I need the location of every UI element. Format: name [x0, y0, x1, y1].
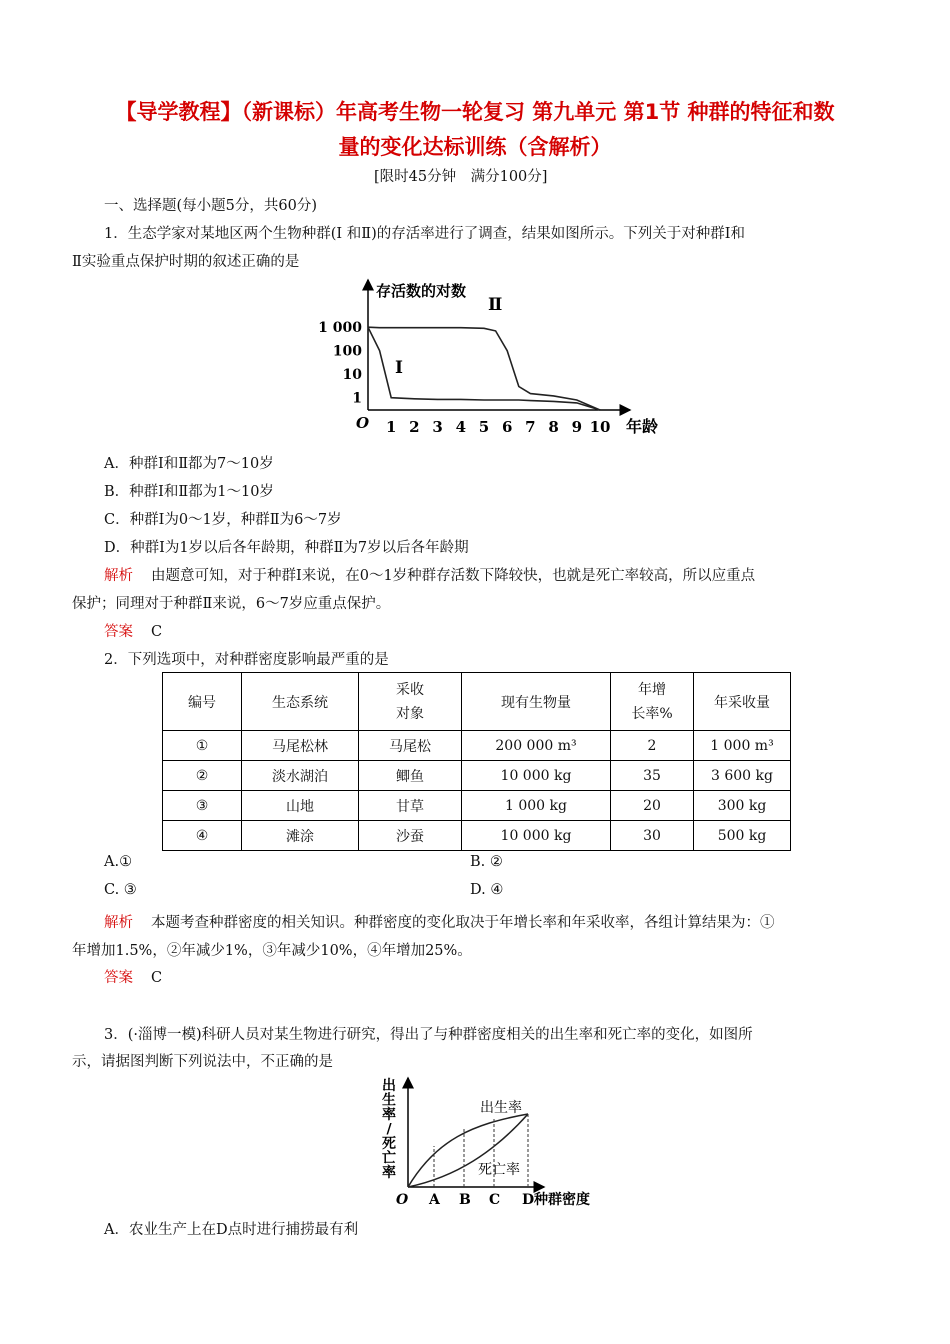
q2-stem: 2．下列选项中，对种群密度影响最严重的是	[104, 652, 389, 668]
q2-answer-value: C	[151, 970, 163, 986]
q1-answer	[104, 620, 162, 641]
table-cell: 300 kg	[694, 791, 791, 821]
chart1-x-tick: 5	[478, 418, 490, 436]
table-cell: 马尾松	[359, 731, 462, 761]
table-cell: ③	[163, 791, 242, 821]
q1-analysis-line2: 保护；同理对于种群Ⅱ来说，6～7岁应重点保护。	[72, 596, 391, 612]
q2-option-a: A.①	[104, 854, 133, 870]
document-title-line1: 【导学教程】（新课标）年高考生物一轮复习 第九单元 第1节 种群的特征和数	[115, 100, 835, 124]
chart1-x-tick: 1	[385, 418, 397, 436]
q3-option-a: A．农业生产上在D点时进行捕捞最有利	[104, 1222, 359, 1238]
chart2-x-label: 种群密度	[534, 1192, 590, 1208]
q1-answer-value: C	[151, 624, 163, 640]
table-cell: 1 000 m³	[694, 731, 791, 761]
table-cell: 1 000 kg	[462, 791, 611, 821]
chart2-tick-d: D	[522, 1192, 535, 1208]
table-cell: 35	[611, 761, 694, 791]
chart1-x-tick: 4	[455, 418, 467, 436]
table-cell: 鲫鱼	[359, 761, 462, 791]
table-cell: 山地	[242, 791, 359, 821]
q2-analysis-label: 解析	[104, 915, 133, 931]
q2-option-d: D. ④	[470, 882, 504, 898]
table-cell: 20	[611, 791, 694, 821]
q2-answer-label: 答案	[104, 970, 133, 986]
q2-answer	[104, 966, 162, 987]
q1-answer-label: 答案	[104, 624, 133, 640]
chart1-x-tick: 3	[432, 418, 443, 436]
table-cell: 淡水湖泊	[242, 761, 359, 791]
table-cell: 500 kg	[694, 821, 791, 851]
chart2-tick-b: B	[459, 1192, 471, 1208]
chart2-y-label	[382, 1078, 396, 1181]
chart2-y-label-char: 出	[382, 1078, 396, 1094]
table-header-row	[163, 673, 791, 731]
death-rate-label: 死亡率	[478, 1162, 520, 1178]
table-row	[163, 821, 791, 851]
q3-stem-line2: 示，请据图判断下列说法中，不正确的是	[72, 1054, 333, 1070]
table-cell: ④	[163, 821, 242, 851]
q1-analysis-label: 解析	[104, 568, 133, 584]
q3-stem-line1: 3．(·淄博一模)科研人员对某生物进行研究，得出了与种群密度相关的出生率和死亡率的变化，如图所	[104, 1027, 753, 1043]
table-cell: 甘草	[359, 791, 462, 821]
document-title-line2: 量的变化达标训练（含解析）	[338, 135, 612, 159]
header-current-biomass: 现有生物量	[462, 673, 611, 731]
chart1-y-label: 存活数的对数	[376, 282, 467, 300]
table-cell: ①	[163, 731, 242, 761]
chart1-x-label: 年龄	[626, 417, 659, 436]
chart1-y-tick: 1 000	[318, 320, 362, 337]
chart2-y-label-char: 率	[382, 1107, 396, 1123]
q1-option-a: A．种群Ⅰ和Ⅱ都为7～10岁	[104, 456, 274, 472]
q2-analysis-line1	[104, 911, 775, 932]
chart1-x-tick: 8	[548, 418, 559, 436]
chart1-y-tick: 100	[332, 343, 362, 360]
ecosystem-table	[162, 672, 791, 851]
chart2-tick-a: A	[429, 1192, 440, 1208]
curve-label-II: Ⅱ	[488, 295, 503, 315]
chart2-tick-c: C	[489, 1192, 501, 1208]
q2-analysis-text: 本题考查种群密度的相关知识。种群密度的变化取决于年增长率和年采收率，各组计算结果为：①	[151, 915, 775, 931]
curve-label-I: Ⅰ	[395, 358, 403, 378]
birth-death-rate-chart	[376, 1074, 616, 1214]
chart1-x-tick: 10	[589, 418, 611, 436]
table-cell: 沙蚕	[359, 821, 462, 851]
table-cell: 30	[611, 821, 694, 851]
header-annual-harvest: 年采收量	[694, 673, 791, 731]
table-cell: ②	[163, 761, 242, 791]
chart1-x-tick: 9	[571, 418, 583, 436]
header-ecosystem: 生态系统	[242, 673, 359, 731]
q1-option-b: B．种群Ⅰ和Ⅱ都为1～10岁	[104, 484, 274, 500]
table-cell: 3 600 kg	[694, 761, 791, 791]
chart2-origin: O	[396, 1192, 409, 1208]
table-cell: 滩涂	[242, 821, 359, 851]
header-harvest-target: 采收 对象	[359, 673, 462, 731]
table-row	[163, 731, 791, 761]
chart1-y-tick: 1	[352, 390, 362, 407]
q2-analysis-line2: 年增加1.5%，②年减少1%，③年减少10%，④年增加25%。	[72, 943, 472, 959]
survival-chart	[300, 272, 680, 442]
chart1-y-tick: 10	[342, 367, 362, 384]
chart2-y-label-char: 死	[382, 1136, 396, 1152]
q1-option-c: C．种群Ⅰ为0～1岁，种群Ⅱ为6～7岁	[104, 512, 342, 528]
q1-analysis-text: 由题意可知，对于种群Ⅰ来说，在0～1岁种群存活数下降较快，也就是死亡率较高，所以应重点	[151, 568, 756, 584]
chart1-x-tick: 2	[409, 418, 420, 436]
table-cell: 马尾松林	[242, 731, 359, 761]
chart1-origin: O	[356, 414, 370, 432]
table-cell: 200 000 m³	[462, 731, 611, 761]
q1-option-d: D．种群Ⅰ为1岁以后各年龄期，种群Ⅱ为7岁以后各年龄期	[104, 540, 469, 556]
header-id: 编号	[163, 673, 242, 731]
chart1-x-tick: 7	[525, 418, 536, 436]
birth-rate-label: 出生率	[480, 1100, 522, 1116]
q1-stem-line2: Ⅱ实验重点保护时期的叙述正确的是	[72, 254, 300, 270]
chart2-y-label-char: 率	[382, 1165, 396, 1181]
chart2-y-label-char: 亡	[382, 1150, 396, 1167]
table-row	[163, 791, 791, 821]
time-limit-note: [限时45分钟 满分100分]	[374, 169, 548, 185]
q2-option-b: B. ②	[470, 854, 503, 870]
chart1-x-tick: 6	[501, 418, 513, 436]
chart2-y-label-char: 生	[382, 1092, 396, 1109]
chart2-y-label-char: /	[386, 1121, 392, 1138]
header-growth-rate: 年增 长率%	[611, 673, 694, 731]
q2-option-c: C. ③	[104, 882, 137, 898]
table-row	[163, 761, 791, 791]
table-cell: 10 000 kg	[462, 761, 611, 791]
table-cell: 10 000 kg	[462, 821, 611, 851]
table-cell: 2	[611, 731, 694, 761]
q1-analysis-line1	[104, 564, 755, 585]
q1-stem-line1: 1．生态学家对某地区两个生物种群(Ⅰ 和Ⅱ)的存活率进行了调查，结果如图所示。下列关于对种群Ⅰ和	[104, 226, 745, 242]
section-heading: 一、选择题(每小题5分，共60分)	[104, 198, 317, 214]
